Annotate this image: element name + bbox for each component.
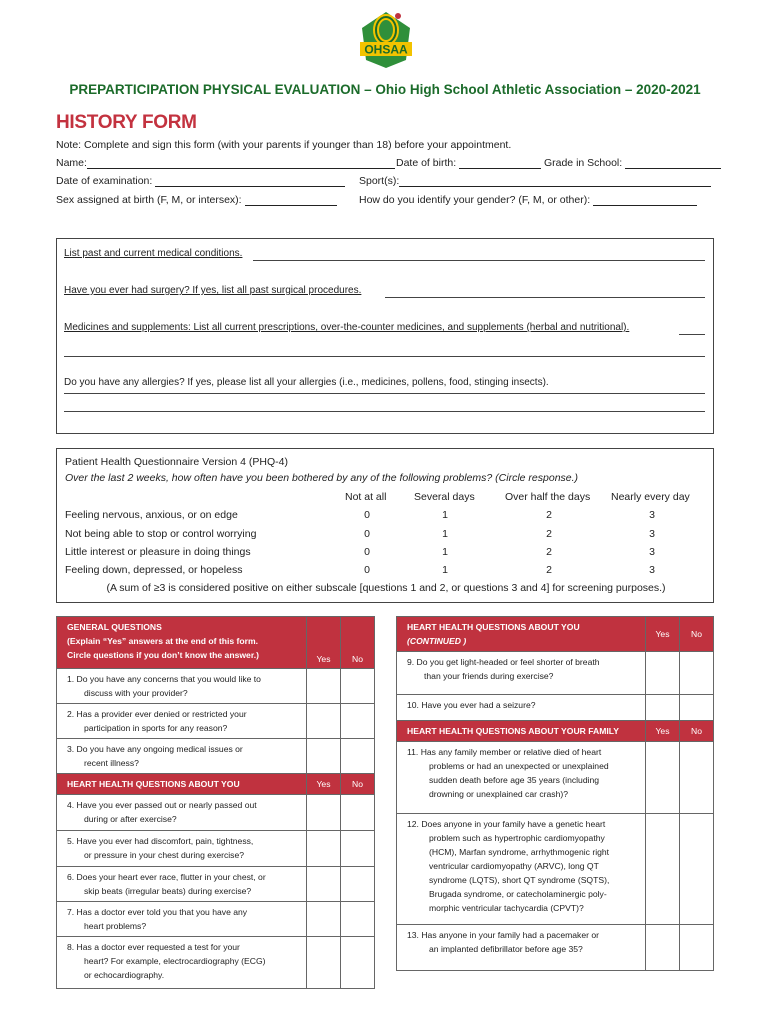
yes-header: Yes [307, 617, 341, 669]
no-checkbox[interactable] [680, 652, 714, 695]
name-field[interactable] [87, 158, 395, 169]
note-text: Note: Complete and sign this form (with your parents if younger than 18) before your appointment. [56, 139, 512, 151]
question-2: 2. Has a provider ever denied or restricted your participation in sports for any reason? [57, 704, 307, 739]
question-3: 3. Do you have any ongoing medical issues or recent illness? [57, 739, 307, 774]
question-12: 12. Does anyone in your family have a genetic heart problem such as hypertrophic cardiomyopathy (HCM), Marfan syndrome, arrhythmogenic right ventricular cardiomyopathy (ARVC), long QT syndrome (LQTS), short QT syndrome (SQTS), Brugada syndrome, or catecholaminergic poly- morphic ventricular tachycardia (CPVT)? [397, 814, 646, 925]
gender-label: How do you identify your gender? (F, M, or other): [359, 194, 591, 206]
yes-header: Yes [646, 721, 680, 742]
surgery-line[interactable] [385, 297, 705, 298]
phq-row-label: Little interest or pleasure in doing things [65, 546, 251, 558]
allergies-line-1[interactable] [64, 393, 705, 394]
allergies-question: Do you have any allergies? If yes, please list all your allergies (i.e., medicines, pollens, food, stinging insects). [64, 377, 549, 388]
no-checkbox[interactable] [341, 795, 375, 831]
heart-continued-table [396, 616, 714, 971]
yes-checkbox[interactable] [646, 814, 680, 925]
yes-checkbox[interactable] [646, 742, 680, 814]
phq-row-label: Feeling nervous, anxious, or on edge [65, 509, 238, 521]
sex-field[interactable] [245, 195, 337, 206]
phq-option[interactable]: 1 [442, 546, 448, 558]
sport-field[interactable] [399, 176, 711, 187]
form-title: HISTORY FORM [56, 112, 197, 133]
yes-checkbox[interactable] [307, 902, 341, 937]
question-9: 9. Do you get light-headed or feel shorter of breath than your friends during exercise? [397, 652, 646, 695]
heart-header: HEART HEALTH QUESTIONS ABOUT YOU [57, 774, 307, 795]
conditions-question: List past and current medical conditions. [64, 248, 243, 259]
phq-option[interactable]: 1 [442, 509, 448, 521]
no-checkbox[interactable] [680, 695, 714, 721]
question-7: 7. Has a doctor ever told you that you have any heart problems? [57, 902, 307, 937]
conditions-line[interactable] [253, 260, 705, 261]
phq-title: Patient Health Questionnaire Version 4 (PHQ-4) [65, 456, 288, 468]
no-checkbox[interactable] [341, 902, 375, 937]
yes-checkbox[interactable] [646, 925, 680, 971]
phq-option[interactable]: 0 [364, 528, 370, 540]
no-checkbox[interactable] [341, 831, 375, 867]
yes-header: Yes [646, 617, 680, 652]
allergies-line-2[interactable] [64, 411, 705, 412]
phq-row-label: Feeling down, depressed, or hopeless [65, 564, 243, 576]
heart-continued-header: HEART HEALTH QUESTIONS ABOUT YOU (CONTINUED ) [397, 617, 646, 652]
no-checkbox[interactable] [680, 814, 714, 925]
medicines-question: Medicines and supplements: List all current prescriptions, over-the-counter medicines, and supplements (herbal and nutritional). [64, 322, 630, 333]
gender-field[interactable] [593, 195, 697, 206]
phq-option[interactable]: 0 [364, 509, 370, 521]
phq-col-nearly-every-day: Nearly every day [611, 491, 690, 503]
yes-checkbox[interactable] [307, 795, 341, 831]
no-header: No [680, 721, 714, 742]
phq-subtitle: Over the last 2 weeks, how often have you been bothered by any of the following problems? (Circle response.) [65, 472, 579, 484]
phq-option[interactable]: 0 [364, 546, 370, 558]
no-checkbox[interactable] [680, 925, 714, 971]
phq-option[interactable]: 1 [442, 528, 448, 540]
grade-label: Grade in School: [543, 157, 623, 169]
no-checkbox[interactable] [341, 669, 375, 704]
phq-col-several-days: Several days [414, 491, 475, 503]
no-header: No [341, 617, 375, 669]
no-header: No [341, 774, 375, 795]
phq-option[interactable]: 0 [364, 564, 370, 576]
exam-date-field[interactable] [155, 176, 345, 187]
question-11: 11. Has any family member or relative died of heart problems or had an unexpected or unexplained sudden death before age 35 years (including drowning or unexplained car crash)? [397, 742, 646, 814]
yes-checkbox[interactable] [307, 739, 341, 774]
sex-label: Sex assigned at birth (F, M, or intersex): [56, 194, 242, 206]
phq-option[interactable]: 3 [649, 546, 655, 558]
medical-history-box [56, 238, 714, 434]
question-13: 13. Has anyone in your family had a pacemaker or an implanted defibrillator before age 35? [397, 925, 646, 971]
page-title: PREPARTICIPATION PHYSICAL EVALUATION – Ohio High School Athletic Association – 2020-2021 [69, 82, 701, 97]
phq-option[interactable]: 2 [546, 564, 552, 576]
exam-date-label: Date of examination: [56, 175, 153, 187]
phq-option[interactable]: 3 [649, 509, 655, 521]
phq-option[interactable]: 1 [442, 564, 448, 576]
no-checkbox[interactable] [680, 742, 714, 814]
phq-note: (A sum of ≥3 is considered positive on either subscale [questions 1 and 2, or questions 3 and 4] for screening purposes.) [106, 582, 666, 594]
no-checkbox[interactable] [341, 937, 375, 989]
ohsaa-logo [354, 8, 418, 70]
yes-header: Yes [307, 774, 341, 795]
general-questions-table [56, 616, 375, 989]
phq-option[interactable]: 3 [649, 528, 655, 540]
question-4: 4. Have you ever passed out or nearly passed out during or after exercise? [57, 795, 307, 831]
dob-field[interactable] [459, 158, 541, 169]
phq-row-label: Not being able to stop or control worrying [65, 528, 257, 540]
general-header: GENERAL QUESTIONS (Explain “Yes” answers at the end of this form. Circle questions if you don’t know the answer.) [57, 617, 307, 669]
phq-col-not-at-all: Not at all [345, 491, 387, 503]
question-8: 8. Has a doctor ever requested a test for your heart? For example, electrocardiography (ECG) or echocardiography. [57, 937, 307, 989]
yes-checkbox[interactable] [307, 704, 341, 739]
yes-checkbox[interactable] [307, 867, 341, 902]
question-1: 1. Do you have any concerns that you would like to discuss with your provider? [57, 669, 307, 704]
no-checkbox[interactable] [341, 704, 375, 739]
medicines-line-1[interactable] [679, 334, 705, 335]
medicines-line-2[interactable] [64, 356, 705, 357]
sport-label: Sport(s): [359, 175, 400, 187]
yes-checkbox[interactable] [646, 695, 680, 721]
phq-col-over-half: Over half the days [505, 491, 591, 503]
surgery-question: Have you ever had surgery? If yes, list all past surgical procedures. [64, 285, 362, 296]
yes-checkbox[interactable] [646, 652, 680, 695]
phq-option[interactable]: 3 [649, 564, 655, 576]
phq-option[interactable]: 2 [546, 509, 552, 521]
phq-option[interactable]: 2 [546, 546, 552, 558]
yes-checkbox[interactable] [307, 831, 341, 867]
dob-label: Date of birth: [396, 157, 457, 169]
phq-option[interactable]: 2 [546, 528, 552, 540]
no-header: No [680, 617, 714, 652]
yes-checkbox[interactable] [307, 937, 341, 989]
phq4-box [56, 448, 714, 603]
no-checkbox[interactable] [341, 739, 375, 774]
grade-field[interactable] [625, 158, 721, 169]
question-5: 5. Have you ever had discomfort, pain, tightness, or pressure in your chest during exercise? [57, 831, 307, 867]
logo-text: OHSAA [364, 42, 408, 57]
yes-checkbox[interactable] [307, 669, 341, 704]
family-header: HEART HEALTH QUESTIONS ABOUT YOUR FAMILY [397, 721, 646, 742]
no-checkbox[interactable] [341, 867, 375, 902]
question-6: 6. Does your heart ever race, flutter in your chest, or skip beats (irregular beats) during exercise? [57, 867, 307, 902]
question-10: 10. Have you ever had a seizure? [397, 695, 646, 721]
name-label: Name: [56, 157, 87, 169]
